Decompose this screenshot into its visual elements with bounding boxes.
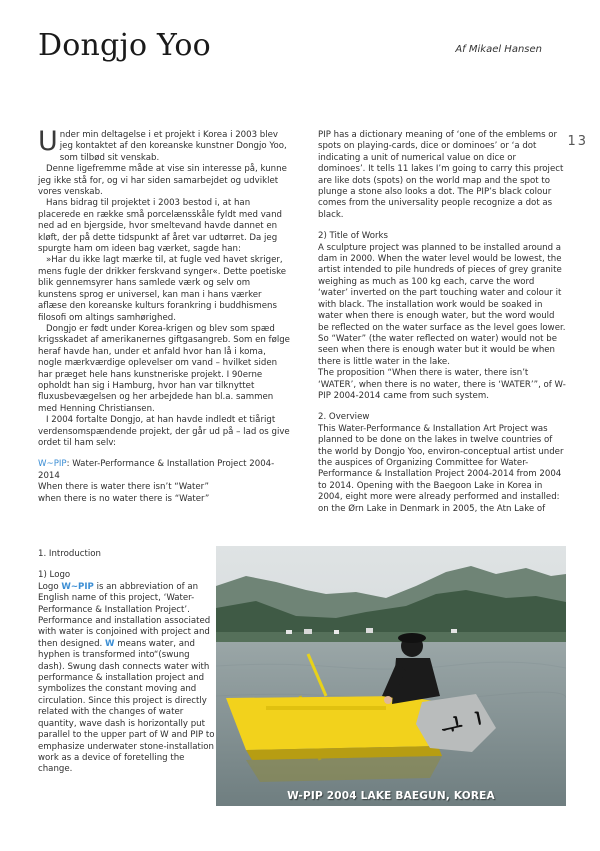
wpip-line: When there is water there isn’t “Water” (38, 482, 209, 493)
w-letter: W (105, 638, 115, 649)
yellow-boat (226, 696, 448, 750)
subsection-heading: 1) Logo (38, 570, 71, 581)
wpip-statement (38, 459, 290, 482)
paragraph: Hans bidrag til projektet i 2003 bestod i, at han placerede en række små porcelænsskåle fyldt med vand ned ad en bjergside, hvor smeltevand havde dannet en kløft, der på dette tidspunkt af året var udtørret. Da jeg spurgte ham om ideen bag værket, sagde han: (38, 198, 282, 255)
paragraph: This Water-Performance & Installation Art Project was planned to be done on the lakes in twelve countries of the world by Dongjo Yoo, environ-conceptual artist under the auspices of Organizing Committee for Water-Performance & Installation Project 2004-2014 from 2004 to 2014. Opening with the Baegoon Lake in Korea in 2004, eight more were already performed and installed: on the Ørn Lake in Denmark in 2005, the Atn Lake of (318, 423, 564, 514)
lake-scene-illustration (216, 546, 566, 806)
wpip-logo-text: W~PIP (61, 581, 94, 592)
right-column (318, 130, 566, 515)
section-heading: 1. Introduction (38, 549, 101, 559)
wpip-title: : Water-Performance & Installation Project 2004-2014 (38, 459, 275, 481)
photo-caption: W-PIP 2004 LAKE BAEGUN, KOREA (287, 790, 495, 802)
intro-column (38, 549, 216, 776)
wpip-name: W~PIP (38, 459, 67, 470)
stone-inscription: ᆛᅵ (439, 710, 487, 744)
wpip-line: when there is no water there is “Water” (38, 493, 210, 504)
shoreline (216, 632, 566, 642)
paragraph: A sculpture project was planned to be installed around a dam in 2000. When the water level would be lowest, the artist intended to pile hundreds of pieces of grey granite weighing as much as 100 kg each, carve the word ‘water’ inverted on the part touching water and colour it with black. The installation work would be soaked in water when there is enough water, but the word would be reflected on the water surface as the level goes lower. So “Water” (the water reflected on water) would not be seen when there is enough water but it would be when there is little water in the lake. (318, 242, 566, 367)
page-number: 13 (567, 134, 588, 149)
author-byline: Af Mikael Hansen (455, 44, 542, 55)
section-heading: 2. Overview (318, 412, 370, 423)
paragraph: »Har du ikke lagt mærke til, at fugle ved havet skriger, mens fugle der drikker ferskvand synger«. Dette poetiske blik gennemsyrer hans samlede værk og selv om kunstens sprog er universel, kan man i hans værker aflæse den koreanske kulturs forankring i buddhismens filosofi om altings samhørighed. (38, 255, 287, 323)
paragraph: Under min deltagelse i et projekt i Korea i 2003 blev jeg kontaktet af den koreanske kunstner Dongjo Yoo, som tilbød sit venskab. (38, 126, 287, 163)
logo-description-2: means water, and hyphen is transformed into“(swung dash). Swung dash connects water with performance & installation project and symbolizes the constant moving and circulation. Since this project is directly related with the changes of water quantity, wave dash is horizontally put parallel to the upper part of W and PIP to emphasize underwater stone-installation work as a device of foretelling the change. (38, 638, 215, 775)
left-column (38, 126, 290, 505)
paragraph: Denne ligefremme måde at vise sin interesse på, kunne jeg ikke stå for, og vi har siden samarbejdet og udviklet vores venskab. (38, 164, 287, 198)
logo-word: Logo (38, 581, 59, 592)
paragraph: Dongjo er født under Korea-krigen og blev som spæd krigsskadet af amerikanernes giftgasangreb. Som en følge heraf havde han, under et anfald hvor han lå i koma, nogle mærkværdige oplevelser om vand – hvilket siden har præget hele hans kunstneriske projekt. I 90erne opholdt han sig i Hamburg, hvor han var tilknyttet fluxusbevægelsen og her arbejdede han bl.a. sammen med Henning Christiansen. (38, 323, 290, 414)
paragraph: I 2004 fortalte Dongjo, at han havde indledt et tiårigt verdensomspændende projekt, der går ud på – lad os give ordet til ham selv: (38, 415, 290, 448)
article-title: Dongjo Yoo (38, 28, 211, 63)
paragraph: The proposition “When there is water, there isn’t ‘WATER’, when there is no water, there is ‘WATER’”, of W-PIP 2004-2014 came from such system. (318, 368, 566, 401)
paragraph (38, 582, 216, 776)
performance-photo (216, 546, 566, 806)
logo-description: is an abbreviation of an English name of this project, ‘Water-Performance & Installation Project’. Performance and installation associated with water is conjoined with project and then designed. (38, 581, 211, 649)
paragraph: PIP has a dictionary meaning of ‘one of the emblems or spots on playing-cards, dice or dominoes’ or ‘a dot indicating a unit of numerical value on dice or dominoes’. It tells 11 lakes I’m going to carry this project are like dots (spots) on the world map and the spot to plunge a stone also looks a dot. The PIP’s black colour comes from the universality people recognize a dot as black. (318, 130, 564, 220)
section-heading: 2) Title of Works (318, 231, 388, 242)
